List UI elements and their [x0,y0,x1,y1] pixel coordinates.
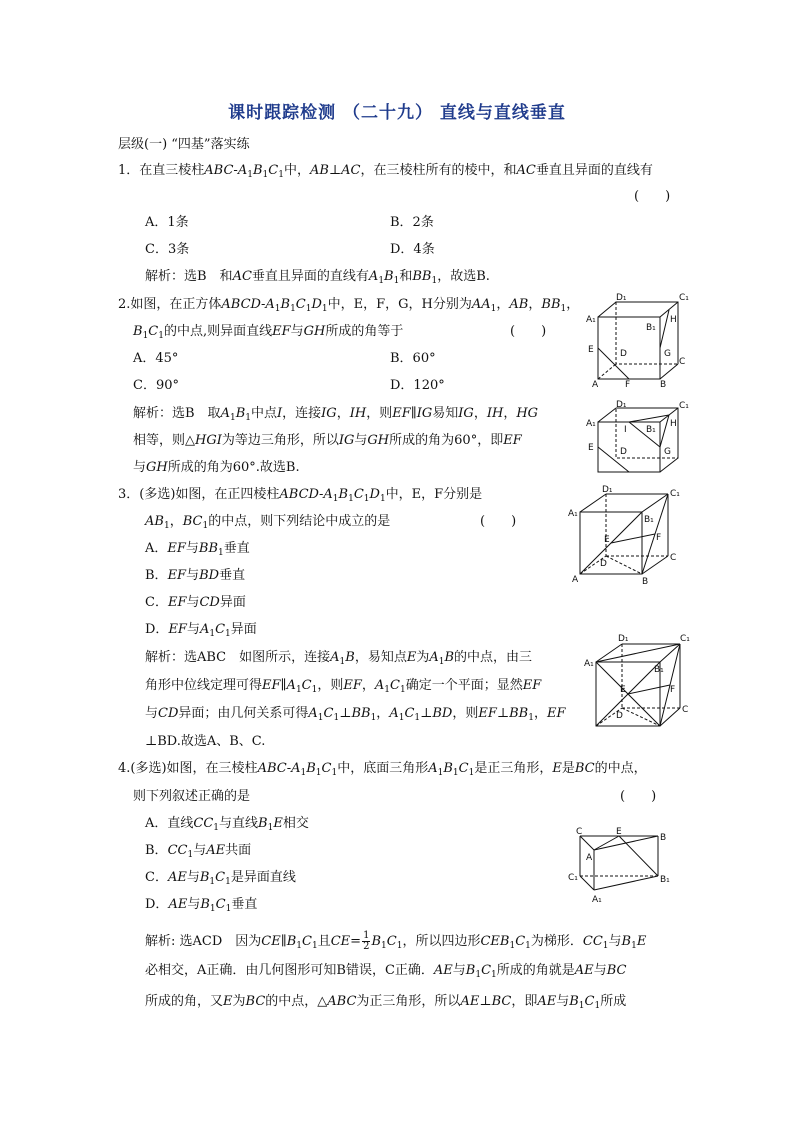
q3-option-d: D．EF与$A_1C_1$异面 [145,622,257,639]
label-g: G [664,447,671,457]
label-a: A [572,575,579,585]
label-b: B [660,833,667,843]
edge-a1d1 [598,408,616,422]
q1-option-a: A．1条 [145,215,189,230]
q3-option-a: A．EF与$BB_1$垂直 [145,541,250,558]
edge-a1d1 [580,494,606,512]
label-c1: C₁ [679,293,689,303]
segment-eb1 [619,836,658,876]
label-e: E [616,827,622,837]
edge-a1b1 [594,876,658,890]
q4-solution-line2: 必相交，A正确．由几何图形可知B错误，C正确．AE与$B_1C_1$所成的角就是AE与BC [145,963,627,980]
label-d: D [620,349,627,359]
label-b1: B₁ [644,515,654,525]
segment-bd [622,708,660,726]
q3-option-b: B．EF与BD垂直 [145,568,246,583]
edge-ad [598,364,616,379]
section-heading: 层级(一) “四基”落实练 [118,137,250,152]
edge-bc [660,458,678,472]
label-c1: C₁ [679,401,689,411]
label-b1: B₁ [654,665,664,675]
q2-stem-line1: 2.如图，在正方体ABCD-$A_1B_1C_1D_1$中，E，F，G，H分别为$AA_1$，AB，$BB_1$， [118,297,580,314]
label-a1: A₁ [568,509,578,519]
label-e: E [588,345,594,355]
q4-stem-line2: 则下列叙述正确的是 [133,789,251,804]
q2-option-b: B．60° [390,351,436,366]
edge-bc [660,364,678,379]
q1-option-c: C．3条 [145,242,190,257]
q4-solution-line3: 所成的角，又E为BC的中点，△ABC为正三角形，所以AE⊥BC，即AE与$B_1C_1$所成 [145,994,627,1011]
q2-solution-line2: 相等，则△HGI为等边三角形，所以IG与GH所成的角为60°，即EF [133,433,522,448]
segment-ef [611,534,655,543]
triangular-prism-figure-q4 [566,826,678,908]
q3-solution-line3: 与CD异面；由几何关系可得$A_1C_1\perp BB_1$，$A_1C_1\perp BD$，则$EF\perp BB_1$，EF [145,706,566,723]
one-half-fraction: $\frac{1}{2}$ [363,930,370,952]
label-i: I [624,425,627,435]
cube-figure-q2 [580,292,689,390]
label-d: D [620,447,627,457]
q2-option-a: A．45° [133,351,179,366]
q3-solution-line1: 解析：选ABC 如图所示，连接$A_1B$，易知点E为$A_1B$的中点，由三 [145,650,533,667]
q2-option-d: D．120° [390,378,445,393]
label-h: H [670,315,677,325]
q1-solution: 解析：选B 和AC垂直且异面的直线有$A_1B_1$和$BB_1$，故选B. [145,269,490,286]
q4-solution-line1: 解析: 选ACD 因为$CE\parallel B_1C_1$且CE= $\frac{1}{2}$ $B_1C_1$，所以四边形$CEB_1C_1$为梯形．$CC_1$与$B_1E$ [145,930,647,952]
label-b: B [642,577,649,587]
edge-a1d1 [598,302,616,317]
edge-bc [642,556,668,574]
label-a: A [592,380,599,390]
q4-option-c: C．AE与$B_1C_1$是异面直线 [145,870,296,887]
q2-solution-line3: 与GH所成的角为60°.故选B. [133,460,300,475]
segment-ih [629,415,669,422]
q1-answer-paren: ( ) [634,189,671,204]
label-b1: B₁ [660,875,670,885]
label-c: C [576,827,583,837]
page-title: 课时跟踪检测 （二十九） 直线与直线垂直 [228,103,566,123]
label-e: E [604,535,610,545]
segment-hg [660,415,669,447]
q4-answer-paren: ( ) [620,789,657,804]
segment-ea [594,836,619,850]
label-e: E [588,443,594,453]
label-c1: C₁ [680,634,690,644]
label-d: D [616,711,623,721]
q3-solution-line2: 角形中位线定理可得$EF\parallel A_1C_1$，则EF，$A_1C_1$确定一个平面；显然EF [145,678,542,695]
q4-option-b: B．$CC_1$与AE共面 [145,843,252,860]
label-d: D [600,559,607,569]
label-h: H [670,419,677,429]
prism-figure-q3-solution [582,632,694,734]
segment-bd [606,556,642,574]
label-a1: A₁ [586,315,596,325]
cube-figure-q2-solution [580,400,689,477]
edge-ca [580,836,594,850]
edge-b1c1 [660,644,680,662]
q3-option-c: C．EF与CD异面 [145,595,246,610]
edge-b1c1 [642,494,668,512]
q3-stem-line1: 3．(多选)如图，在正四棱柱ABCD-$A_1B_1C_1D_1$中，E，F分别是 [118,487,483,504]
label-b1: B₁ [646,323,656,333]
label-a1: A₁ [586,419,596,429]
label-c: C [679,357,686,367]
edge-c1a1 [580,876,594,890]
q2-option-c: C．90° [133,378,179,393]
label-a: A [586,853,593,863]
q3-solution-line4: ⊥BD.故选A、B、C. [145,734,266,749]
label-b: B [660,380,667,390]
label-e: E [620,685,626,695]
label-a1: A₁ [592,895,602,905]
q2-answer-paren: ( ) [510,324,547,339]
label-c: C [682,705,689,715]
label-d1: D₁ [616,293,627,303]
label-c1: C₁ [670,489,680,499]
label-b1: B₁ [646,425,656,435]
q2-solution-line1: 解析：选B 取$A_1B_1$中点I，连接IG，IH，则EF∥IG易知IG，IH，HG [133,406,539,423]
label-c: C [670,553,677,563]
q4-option-d: D．AE与$B_1C_1$垂直 [145,897,258,914]
label-c1: C₁ [568,873,578,883]
q1-stem: 1．在直三棱柱ABC-$A_1B_1C_1$中，AB⊥AC，在三棱柱所有的棱中，和AC垂直且异面的直线有 [118,163,653,180]
prism-figure-q3 [566,484,691,586]
q3-answer-paren: ( ) [480,514,517,529]
label-d1: D₁ [618,634,629,644]
label-g: G [664,349,671,359]
q4-option-a: A．直线$CC_1$与直线$B_1E$相交 [145,816,309,833]
q3-stem-line2: $AB_1$，$BC_1$的中点，则下列结论中成立的是 [145,514,391,531]
label-a1: A₁ [584,659,594,669]
q1-option-b: B．2条 [390,215,434,230]
label-d1: D₁ [616,400,627,410]
label-d1: D₁ [602,485,613,495]
q1-option-d: D．4条 [390,242,435,257]
q2-stem-line2: $B_1C_1$的中点,则异面直线EF与GH所成的角等于 [133,324,404,341]
label-f: F [656,533,662,543]
segment-ef [628,685,670,694]
q4-stem-line1: 4.(多选)如图，在三棱柱ABC-$A_1B_1C_1$中，底面三角形$A_1B_1C_1$是正三角形，E是BC的中点， [118,761,647,778]
label-f: F [625,380,631,390]
label-f: F [670,685,676,695]
edge-bc [660,708,680,726]
